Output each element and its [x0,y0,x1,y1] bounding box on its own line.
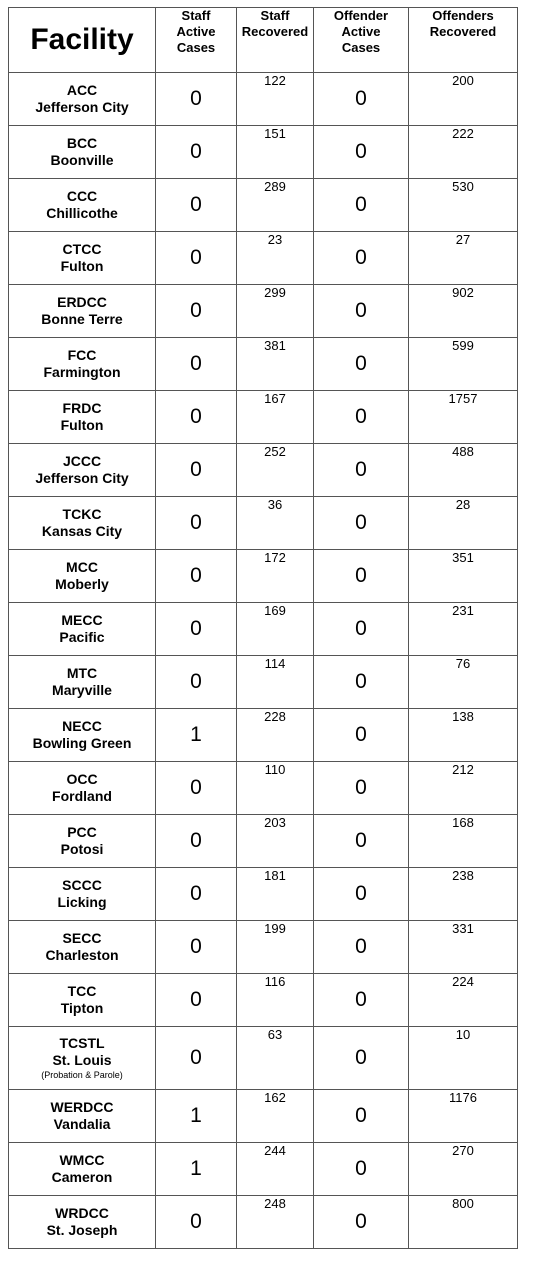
table-row [9,1143,518,1196]
offender-active-cases-cell: 0 [314,391,409,444]
offenders-recovered-cell: 238 [409,868,518,921]
staff-recovered-cell: 252 [237,444,314,497]
staff-active-cases-cell: 0 [156,73,237,126]
staff-recovered-cell: 151 [237,126,314,179]
facility-code: CTCC [62,241,102,257]
facility-city: St. Louis [52,1052,112,1068]
table-row [9,550,518,603]
facility-cell [9,1027,156,1090]
facility-city: Vandalia [53,1116,111,1132]
offenders-recovered-cell: 212 [409,762,518,815]
staff-active-cases-cell: 1 [156,1090,237,1143]
table-row [9,603,518,656]
facility-code: SECC [62,930,102,946]
facility-cell [9,1090,156,1143]
staff-active-cases-cell: 0 [156,285,237,338]
staff-active-cases-cell: 0 [156,338,237,391]
table-row [9,73,518,126]
staff-active-cases-cell: 0 [156,1196,237,1249]
table-row [9,1027,518,1090]
offenders-recovered-cell: 168 [409,815,518,868]
staff-active-cases-cell: 0 [156,126,237,179]
facility-cell [9,868,156,921]
facility-cell [9,550,156,603]
offender-active-cases-cell: 0 [314,709,409,762]
staff-active-cases-cell: 0 [156,444,237,497]
header-line: Recovered [241,24,309,39]
facility-code: JCCC [62,453,102,469]
header-line: Staff [181,8,211,23]
facility-code: TCC [67,983,97,999]
table-row [9,868,518,921]
offender-active-cases-cell: 0 [314,656,409,709]
facility-city: Maryville [52,682,112,698]
staff-active-cases-cell: 0 [156,974,237,1027]
facility-cell [9,974,156,1027]
offender-active-cases-cell: 0 [314,338,409,391]
table-row [9,921,518,974]
header-line: Offender [333,8,389,23]
facility-cell [9,603,156,656]
facility-city: Moberly [55,576,109,592]
staff-recovered-cell: 110 [237,762,314,815]
table-row [9,179,518,232]
facility-code: ACC [66,82,98,98]
staff-recovered-cell: 181 [237,868,314,921]
offender-active-cases-cell: 0 [314,232,409,285]
offender-active-cases-cell: 0 [314,815,409,868]
staff-active-cases-cell: 1 [156,709,237,762]
staff-active-cases-cell: 0 [156,603,237,656]
offenders-recovered-cell: 331 [409,921,518,974]
facility-cell [9,497,156,550]
facility-city: St. Joseph [46,1222,118,1238]
facility-city: Fulton [60,258,104,274]
facility-cell [9,73,156,126]
facility-city: Pacific [59,629,105,645]
staff-recovered-cell: 116 [237,974,314,1027]
offenders-recovered-cell: 138 [409,709,518,762]
offenders-recovered-cell: 76 [409,656,518,709]
facility-cell [9,1196,156,1249]
facility-cell [9,709,156,762]
facility-cell [9,338,156,391]
staff-active-cases-cell: 0 [156,179,237,232]
staff-recovered-cell: 381 [237,338,314,391]
table-row [9,815,518,868]
table-row [9,974,518,1027]
offenders-recovered-cell: 1757 [409,391,518,444]
staff-recovered-cell: 172 [237,550,314,603]
facility-city: Cameron [51,1169,113,1185]
table-row [9,285,518,338]
header-line: Recovered [429,24,497,39]
facility-code: BCC [66,135,98,151]
offenders-recovered-cell: 800 [409,1196,518,1249]
table-header [9,8,518,73]
staff-recovered-cell: 299 [237,285,314,338]
facility-cell [9,391,156,444]
facility-code: WRDCC [55,1205,109,1221]
facility-cell [9,656,156,709]
facility-column-header: Facility [9,8,156,73]
facility-code: MECC [61,612,103,628]
table-row [9,1196,518,1249]
header-line: Offenders [432,8,494,23]
facility-code: WMCC [59,1152,105,1168]
facility-code: FRDC [62,400,102,416]
facility-cell [9,921,156,974]
offenders-recovered-header [409,8,518,73]
staff-active-cases-cell: 0 [156,868,237,921]
offenders-recovered-cell: 10 [409,1027,518,1090]
staff-recovered-cell: 203 [237,815,314,868]
facility-city: Fordland [52,788,112,804]
facility-city: Boonville [50,152,114,168]
table-row [9,232,518,285]
staff-recovered-cell: 248 [237,1196,314,1249]
staff-recovered-cell: 114 [237,656,314,709]
facility-code: SCCC [62,877,102,893]
facility-city: Licking [57,894,107,910]
offender-active-cases-cell: 0 [314,285,409,338]
offender-active-cases-cell: 0 [314,497,409,550]
facility-city: Bowling Green [32,735,132,751]
facility-code: FCC [67,347,97,363]
staff-recovered-cell: 63 [237,1027,314,1090]
facility-city: Jefferson City [35,470,129,486]
staff-recovered-cell: 199 [237,921,314,974]
offenders-recovered-cell: 27 [409,232,518,285]
offenders-recovered-cell: 231 [409,603,518,656]
offenders-recovered-cell: 1176 [409,1090,518,1143]
offender-active-cases-cell: 0 [314,179,409,232]
facility-code: MCC [66,559,98,575]
offenders-recovered-cell: 270 [409,1143,518,1196]
staff-recovered-cell: 289 [237,179,314,232]
staff-active-cases-header [156,8,237,73]
offenders-recovered-cell: 599 [409,338,518,391]
staff-recovered-cell: 162 [237,1090,314,1143]
table-body [9,73,518,1249]
table-row [9,497,518,550]
header-line: Cases [176,40,216,55]
facility-city: Tipton [60,1000,104,1016]
table-row [9,709,518,762]
facility-code: OCC [66,771,98,787]
facility-code: TCKC [62,506,102,522]
staff-recovered-cell: 36 [237,497,314,550]
staff-active-cases-cell: 0 [156,391,237,444]
staff-recovered-header [237,8,314,73]
facility-code: MTC [66,665,98,681]
offenders-recovered-cell: 224 [409,974,518,1027]
staff-active-cases-cell: 0 [156,921,237,974]
facility-cell [9,179,156,232]
offender-active-cases-cell: 0 [314,762,409,815]
offenders-recovered-cell: 222 [409,126,518,179]
facility-city: Charleston [45,947,119,963]
offender-active-cases-cell: 0 [314,550,409,603]
offender-active-cases-cell: 0 [314,126,409,179]
facility-city: Potosi [60,841,104,857]
offender-active-cases-cell: 0 [314,1143,409,1196]
offender-active-cases-cell: 0 [314,1027,409,1090]
staff-recovered-cell: 167 [237,391,314,444]
facility-code: PCC [67,824,97,840]
offenders-recovered-cell: 200 [409,73,518,126]
offender-active-cases-cell: 0 [314,73,409,126]
offender-active-cases-cell: 0 [314,974,409,1027]
staff-active-cases-cell: 0 [156,815,237,868]
offenders-recovered-cell: 488 [409,444,518,497]
facility-cell [9,1143,156,1196]
table-row [9,391,518,444]
facility-city: Chillicothe [46,205,118,221]
facility-cell [9,444,156,497]
staff-active-cases-cell: 0 [156,762,237,815]
table-row [9,1090,518,1143]
offenders-recovered-cell: 28 [409,497,518,550]
facility-city: Farmington [43,364,121,380]
staff-recovered-cell: 244 [237,1143,314,1196]
staff-active-cases-cell: 0 [156,232,237,285]
facility-city: Fulton [60,417,104,433]
offender-active-cases-cell: 0 [314,444,409,497]
offenders-recovered-cell: 530 [409,179,518,232]
offender-active-cases-cell: 0 [314,921,409,974]
table-row [9,126,518,179]
offender-active-cases-cell: 0 [314,603,409,656]
facility-code: TCSTL [59,1035,105,1051]
staff-active-cases-cell: 0 [156,550,237,603]
table-row [9,656,518,709]
facility-cell [9,285,156,338]
offender-active-cases-cell: 0 [314,1196,409,1249]
facility-city: Bonne Terre [41,311,123,327]
facility-cell [9,232,156,285]
facility-cases-table [8,7,518,1249]
table-row [9,338,518,391]
offenders-recovered-cell: 902 [409,285,518,338]
offender-active-cases-cell: 0 [314,1090,409,1143]
facility-city: Jefferson City [35,99,129,115]
offender-active-cases-header [314,8,409,73]
facility-cell [9,126,156,179]
facility-code: WERDCC [50,1099,114,1115]
staff-recovered-cell: 169 [237,603,314,656]
table-row [9,444,518,497]
facility-cell [9,815,156,868]
staff-recovered-cell: 228 [237,709,314,762]
staff-recovered-cell: 122 [237,73,314,126]
facility-code: ERDCC [57,294,107,310]
staff-active-cases-cell: 0 [156,656,237,709]
offenders-recovered-cell: 351 [409,550,518,603]
header-line: Active [341,24,381,39]
header-row [9,8,518,73]
staff-active-cases-cell: 0 [156,497,237,550]
facility-note: (Probation & Parole) [41,1070,123,1080]
staff-active-cases-cell: 0 [156,1027,237,1090]
offender-active-cases-cell: 0 [314,868,409,921]
facility-cell [9,762,156,815]
facility-city: Kansas City [41,523,123,539]
table-row [9,762,518,815]
header-line: Active [176,24,216,39]
staff-recovered-cell: 23 [237,232,314,285]
header-line: Staff [260,8,290,23]
facility-code: NECC [62,718,102,734]
header-line: Cases [341,40,381,55]
facility-code: CCC [66,188,98,204]
staff-active-cases-cell: 1 [156,1143,237,1196]
